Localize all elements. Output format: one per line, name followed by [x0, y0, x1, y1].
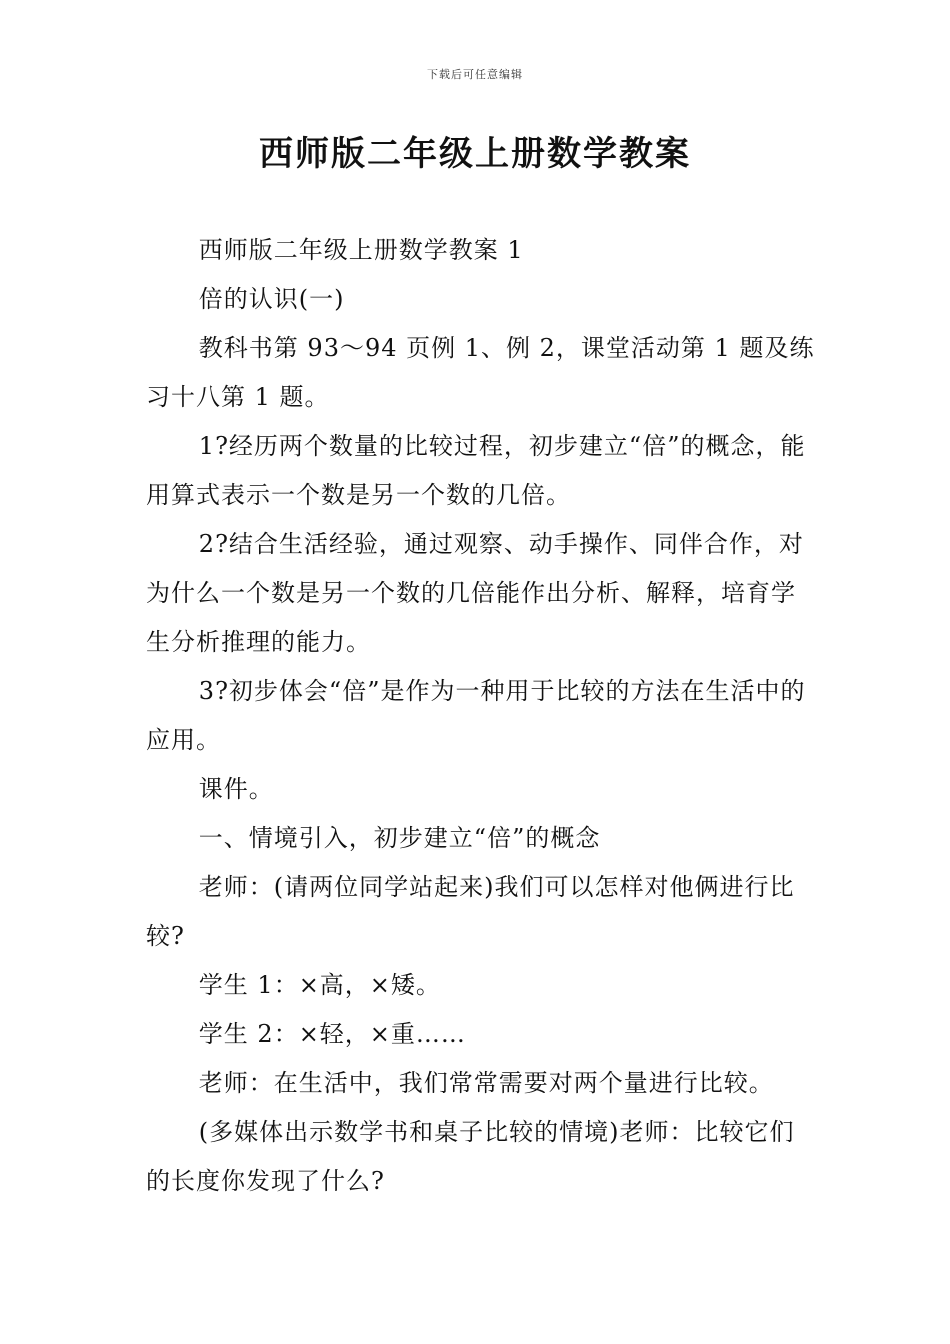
paragraph-teacher-comment: 老师：在生活中，我们常常需要对两个量进行比较。	[198, 1069, 774, 1097]
paragraph-multimedia-scene: (多媒体出示数学书和桌子比较的情境)老师：比较它们的长度你发现了什么?	[146, 1118, 795, 1195]
paragraph-textbook-pages: 教科书第 93～94 页例 1、例 2，课堂活动第 1 题及练习十八第 1 题。	[146, 334, 815, 411]
paragraph-lesson-heading: 西师版二年级上册数学教案 1	[198, 236, 524, 264]
header-note: 下载后可任意编辑	[427, 68, 523, 81]
paragraph-topic: 倍的认识(一)	[198, 285, 345, 313]
paragraph-objective-3: 3?初步体会“倍”是作为一种用于比较的方法在生活中的应用。	[146, 677, 806, 754]
paragraph-student-1: 学生 1：×高，×矮。	[198, 971, 441, 999]
paragraph-section-1-heading: 一、情境引入，初步建立“倍”的概念	[198, 824, 601, 852]
paragraph-objective-2: 2?结合生活经验，通过观察、动手操作、同伴合作，对为什么一个数是另一个数的几倍能作出分析、解释，培育学生分析推理的能力。	[146, 530, 804, 656]
paragraph-objective-1: 1?经历两个数量的比较过程，初步建立“倍”的概念，能用算式表示一个数是另一个数的几倍。	[146, 432, 806, 509]
paragraph-student-2: 学生 2：×轻，×重……	[198, 1020, 466, 1048]
document-body	[146, 226, 816, 1206]
paragraph-materials: 课件。	[198, 775, 274, 803]
document-title: 西师版二年级上册数学教案	[259, 134, 691, 174]
paragraph-teacher-question: 老师：(请两位同学站起来)我们可以怎样对他俩进行比较?	[146, 873, 795, 950]
